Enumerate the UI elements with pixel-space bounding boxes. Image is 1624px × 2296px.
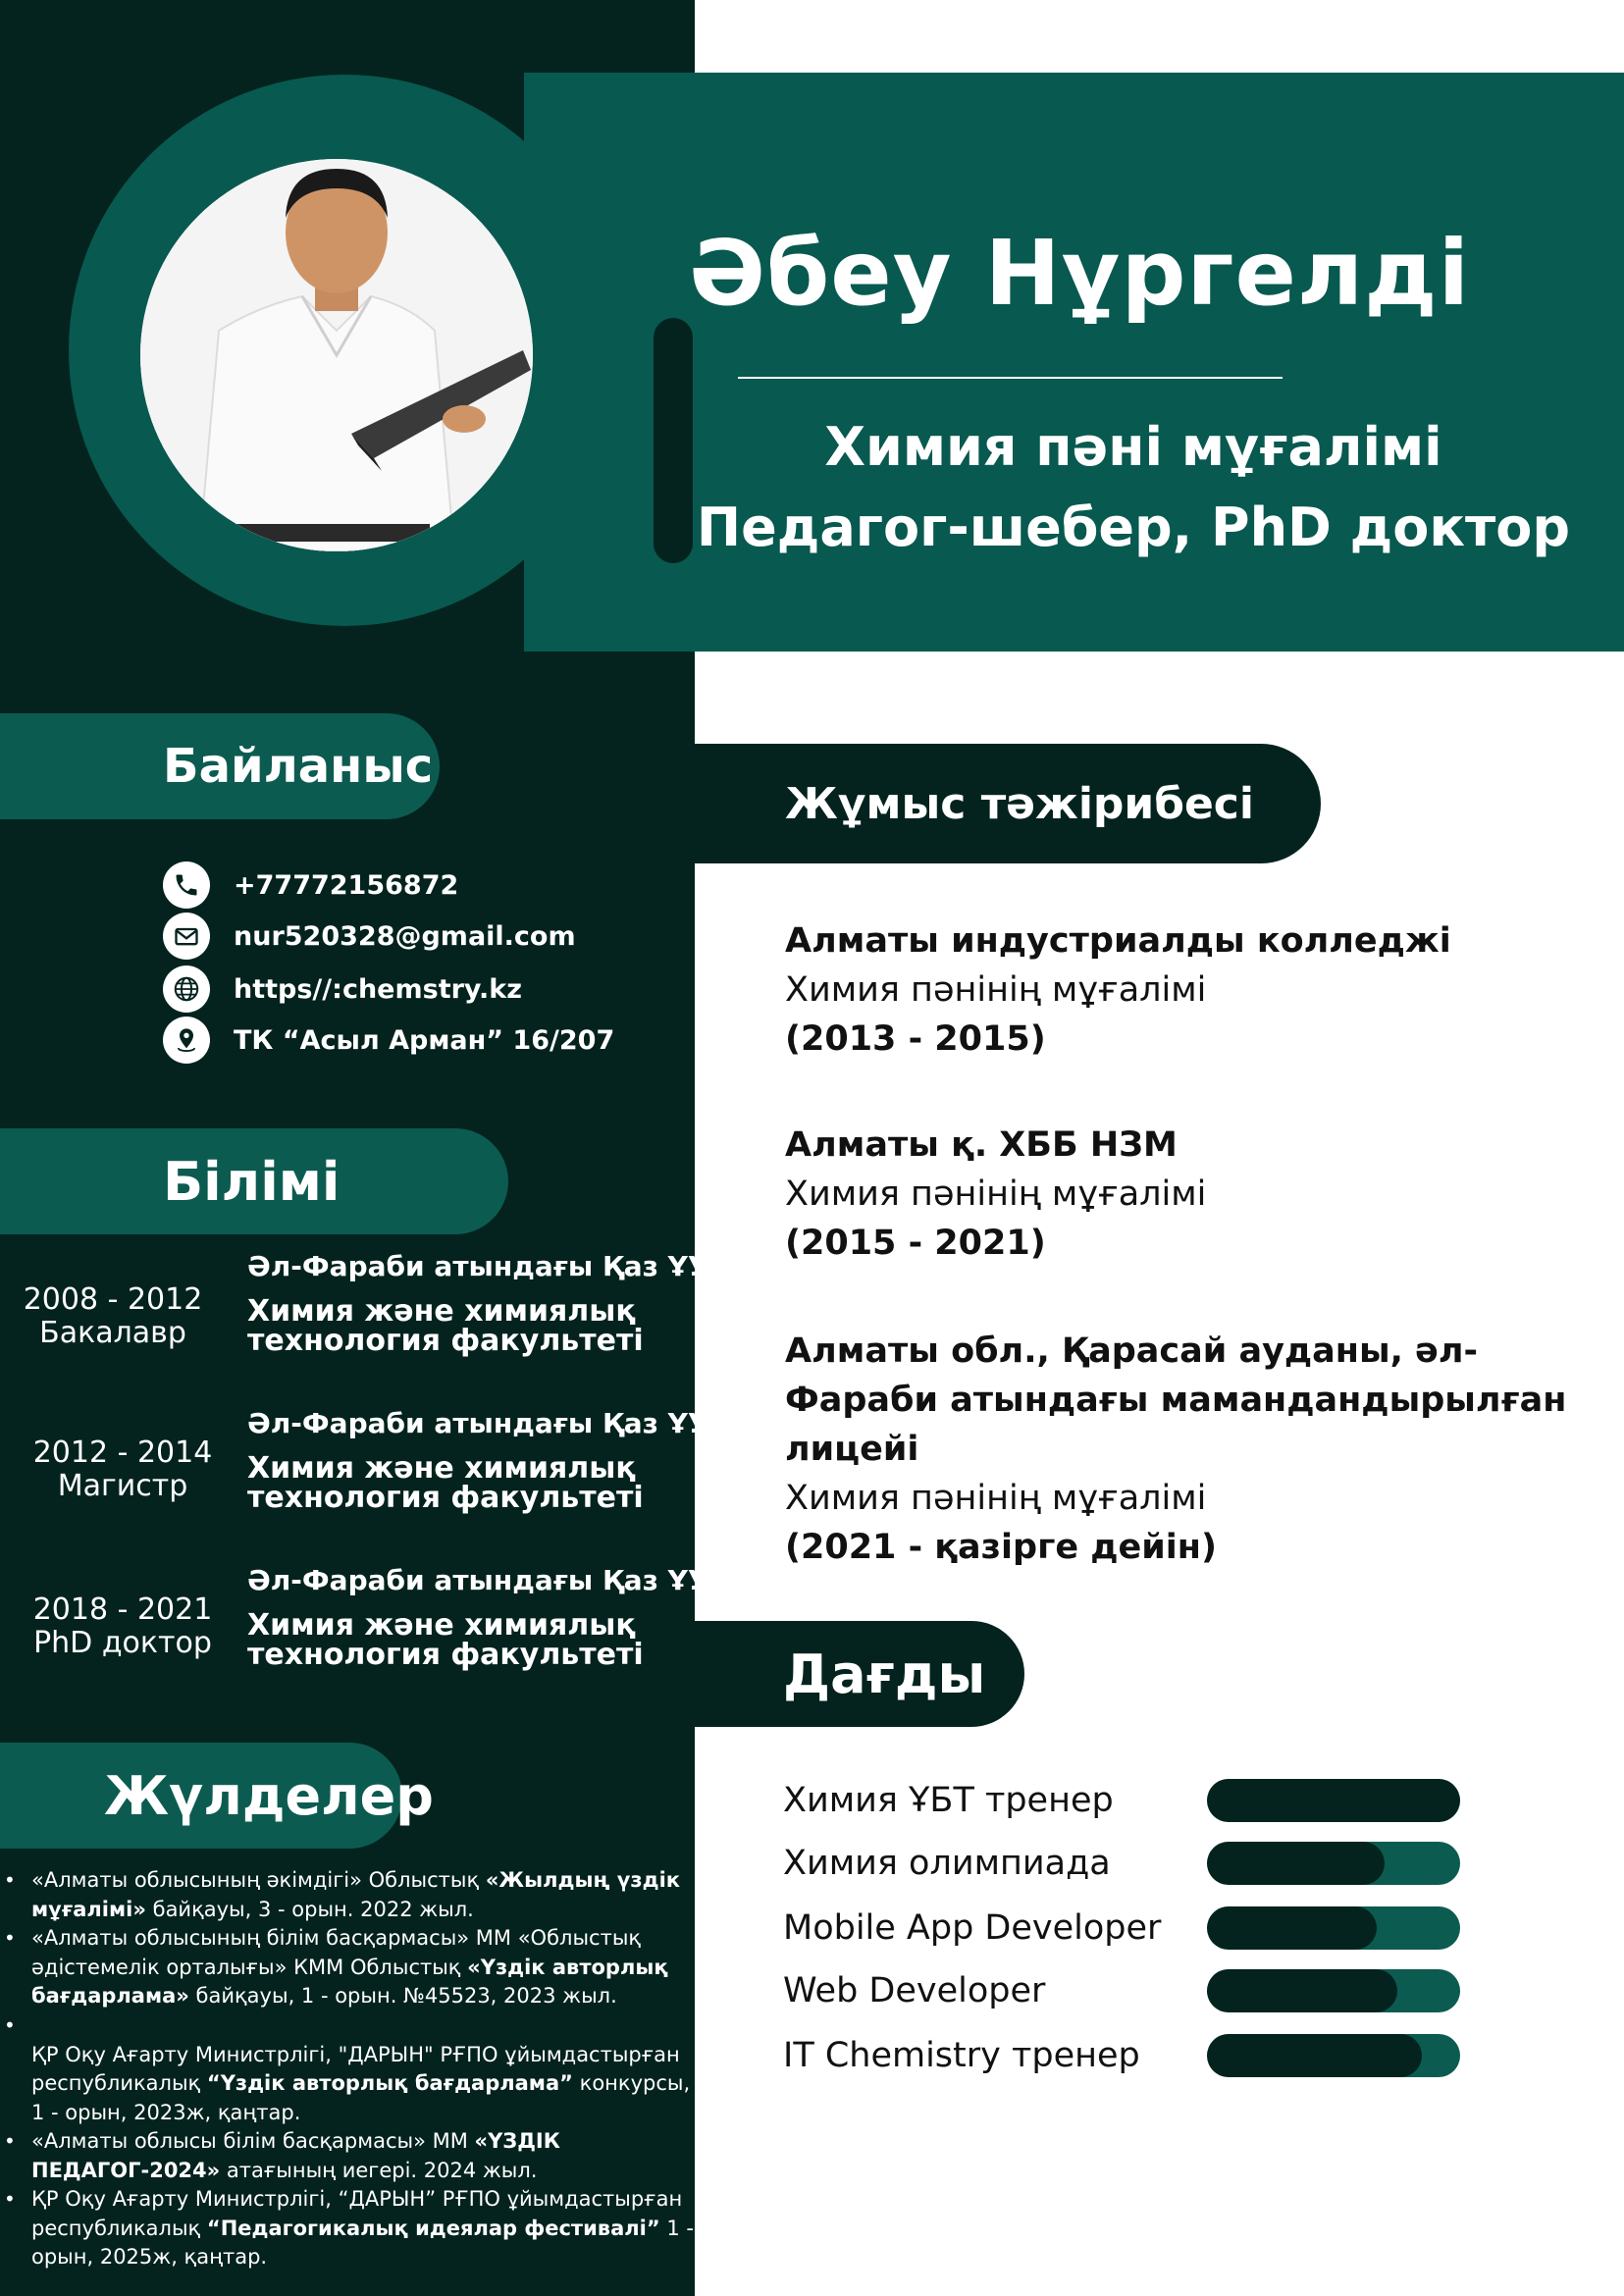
skill-item: [783, 1776, 1470, 1825]
profile-photo: [140, 159, 533, 551]
education-section-title: Білімі: [0, 1128, 508, 1234]
awards-list: [31, 1866, 695, 2272]
contact-website[interactable]: [163, 965, 522, 1013]
skill-item: [783, 1904, 1470, 1953]
award-item: • «Алматы облысы білім басқармасы» ММ «ҮЗДІК ПЕДАГОГ-2024» атағының иегері. 2024 жыл.: [31, 2127, 695, 2185]
work-place: Алматы қ. ХББ НЗМ: [785, 1125, 1178, 1165]
education-degree: Бакалавр: [39, 1316, 186, 1350]
education-degree: PhD доктор: [33, 1626, 212, 1660]
education-years: 2008 - 2012: [23, 1282, 203, 1317]
work-role: Химия пәнінің мұғалімі: [785, 970, 1207, 1010]
contact-phone-text: +77772156872: [234, 869, 459, 901]
skill-bar-fill: [1207, 1842, 1385, 1885]
education-faculty: Химия және химиялық технология факультеті: [247, 1608, 644, 1672]
work-years: (2021 - қазірге дейін): [785, 1528, 1217, 1567]
work-years: (2015 - 2021): [785, 1224, 1046, 1263]
work-role: Химия пәнінің мұғалімі: [785, 1479, 1207, 1518]
work-item: [785, 916, 1590, 1064]
education-university: Әл-Фараби атындағы Қаз ҰУ: [247, 1407, 709, 1439]
phone-icon: [163, 861, 210, 909]
skills-section-title: Дағды: [695, 1621, 1024, 1727]
skill-bar: [1207, 1779, 1460, 1822]
education-faculty: Химия және химиялық технология факультеті: [247, 1294, 644, 1358]
skill-label: Химия ҰБТ тренер: [783, 1781, 1114, 1820]
award-item: • ҚР Оқу Ағарту Министрлігі, “ДАРЫН” РҒПО ұйымдастырған республикалық “Педагогикалық идеялар фестивалі” 1 - орын, 2025ж, қаңтар.: [31, 2185, 695, 2272]
skill-label: Химия олимпиада: [783, 1844, 1111, 1883]
skill-label: Web Developer: [783, 1971, 1046, 2010]
full-name: Әбеу Нұргелді: [688, 221, 1471, 326]
skill-item: [783, 1839, 1470, 1888]
work-section-title: Жұмыс тәжірибесі: [695, 744, 1321, 863]
skill-label: Mobile App Developer: [783, 1908, 1162, 1948]
skill-bar: [1207, 1969, 1460, 2012]
contact-address-text: ТК “Асыл Арман” 16/207: [234, 1024, 615, 1056]
work-place: Алматы индустриалды колледжі: [785, 921, 1451, 961]
skill-bar-fill: [1207, 1969, 1397, 2012]
skill-bar: [1207, 2034, 1460, 2077]
education-faculty: Химия және химиялық технология факультеті: [247, 1451, 644, 1515]
work-role: Химия пәнінің мұғалімі: [785, 1174, 1207, 1214]
education-university: Әл-Фараби атындағы Қаз ҰУ: [247, 1564, 709, 1596]
globe-icon: [163, 965, 210, 1013]
work-place: Алматы обл., Қарасай ауданы, әл-Фараби атындағы мамандандырылған лицейі: [785, 1331, 1567, 1469]
contact-address[interactable]: [163, 1017, 614, 1064]
education-degree: Магистр: [57, 1469, 188, 1503]
contact-website-text: https//:chemstry.kz: [234, 973, 522, 1005]
location-icon: [163, 1017, 210, 1064]
skill-bar: [1207, 1906, 1460, 1950]
work-item: [785, 1121, 1590, 1268]
skill-item: [783, 1966, 1470, 2015]
skill-bar: [1207, 1842, 1460, 1885]
award-item: • «Алматы облысының білім басқармасы» ММ «Облыстық әдістемелік орталығы» КММ Облыстық «Үздік авторлық бағдарлама» байқауы, 1 - орын. №45523, 2023 жыл.: [31, 1924, 695, 2011]
work-item: [785, 1327, 1590, 1572]
work-years: (2013 - 2015): [785, 1019, 1046, 1059]
skill-bar-fill: [1207, 2034, 1422, 2077]
skill-bar-fill: [1207, 1779, 1460, 1822]
award-item: • «Алматы облысының әкімдігі» Облыстық «Жылдың үздік мұғалімі» байқауы, 3 - орын. 2022 жыл.: [31, 1866, 695, 1924]
awards-section-title: Жүлделер: [0, 1743, 402, 1849]
qualification-title: Педагог-шебер, PhD доктор: [696, 496, 1571, 558]
award-item: • ҚР Оқу Ағарту Министрлігі, "ДАРЫН" РҒПО ұйымдастырған республикалық “Үздік авторлық бағдарлама” конкурсы, 1 - орын, 2023ж, қаңтар.: [31, 2011, 695, 2128]
contact-phone[interactable]: [163, 861, 458, 909]
skill-bar-fill: [1207, 1906, 1377, 1950]
skill-item: [783, 2031, 1470, 2080]
contact-email[interactable]: [163, 913, 576, 960]
education-years: 2012 - 2014: [32, 1435, 213, 1470]
contact-section-title: Байланыс: [0, 713, 440, 819]
header-divider: [738, 377, 1283, 379]
skill-label: IT Chemistry тренер: [783, 2036, 1140, 2075]
education-university: Әл-Фараби атындағы Қаз ҰУ: [247, 1250, 709, 1282]
education-years: 2018 - 2021: [32, 1592, 213, 1627]
contact-email-text: nur520328@gmail.com: [234, 920, 576, 952]
mail-icon: [163, 913, 210, 960]
job-title: Химия пәні мұғалімі: [824, 416, 1442, 478]
